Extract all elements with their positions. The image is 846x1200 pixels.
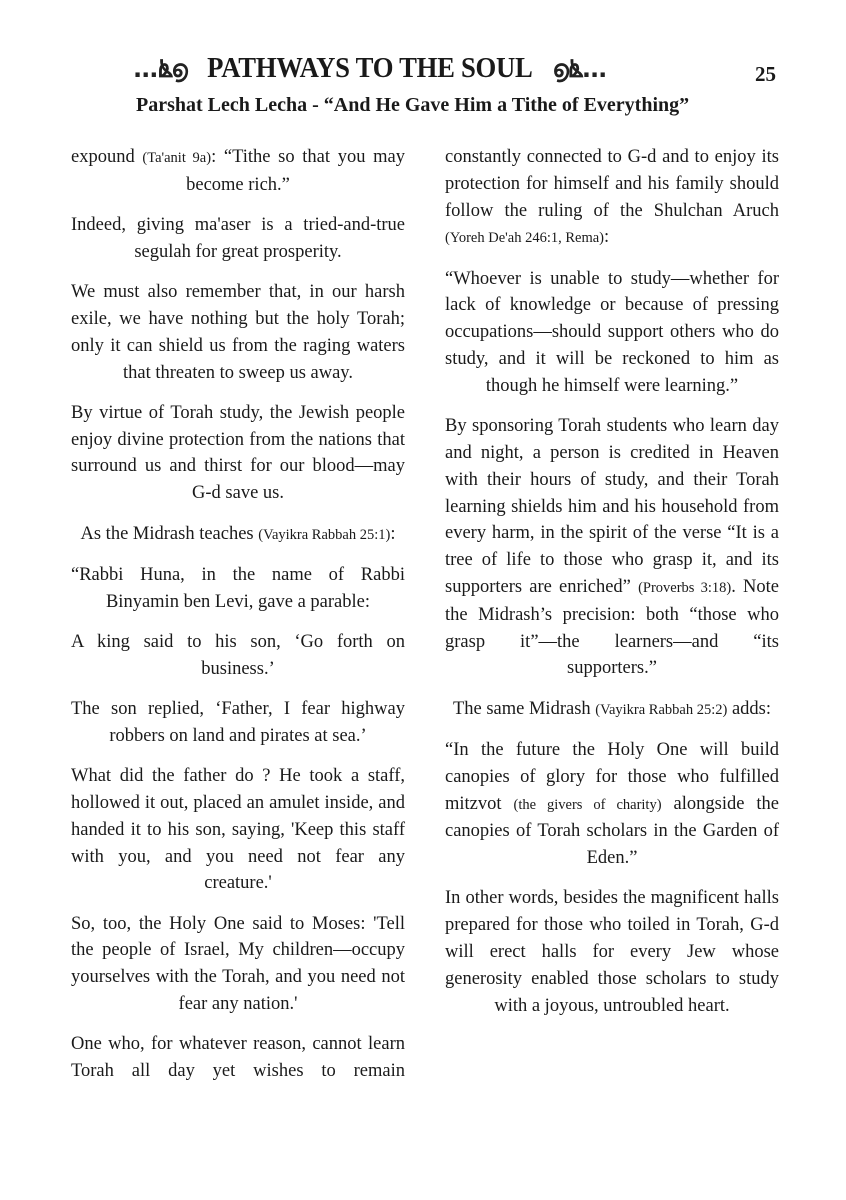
paragraph [445, 696, 779, 724]
paragraph [71, 696, 405, 750]
paragraph-text: We must also remember that, in our harsh exile, we have nothing but the holy Torah; only it can shield us from the raging waters that threaten to sweep us away. [71, 282, 405, 383]
running-title [133, 52, 606, 85]
paragraph [445, 885, 779, 1019]
paragraph-text: By virtue of Torah study, the Jewish people enjoy divine protection from the nations that surround us and thirst for our blood—may G-d save us. [71, 402, 405, 504]
paragraph-text: . Note the Midrash’s precision: both “those who grasp it”—the learners—and “its supporters.” [445, 576, 779, 679]
paragraph-text: : “Tithe so that you may become rich.” [186, 147, 405, 195]
chapter-subtitle: Parshat Lech Lecha - “And He Gave Him a Tithe of Everything” [136, 94, 690, 116]
right-column [445, 144, 779, 1033]
paragraph-text: The same Midrash [452, 698, 596, 719]
citation: (Vayikra Rabbah 25:2) [595, 701, 728, 718]
left-ornament-icon: ...ൔ൭ [133, 54, 187, 83]
paragraph [71, 279, 405, 386]
paragraph-text: : [390, 523, 396, 544]
paragraph-text: So, too, the Holy One said to Moses: 'Tell the people of Israel, My children—occupy yourselves with the Torah, and you need not fear any nation.' [71, 913, 405, 1015]
paragraph [71, 562, 405, 616]
citation: (Proverbs 3:18) [638, 579, 732, 596]
right-ornament-icon: ൭ൔ... [552, 54, 607, 83]
paragraph [445, 413, 779, 682]
paragraph-text: By sponsoring Torah students who learn day and night, a person is credited in Heaven with their hours of study, and their Torah learning shields him and his household from every harm, in the spirit of the verse “It is a tree of life to those who grasp it, and its supporters are enriched” [445, 416, 779, 597]
citation: (Ta'anit 9a) [142, 150, 212, 166]
paragraph-text: A king said to his son, ‘Go forth on business.’ [71, 631, 405, 679]
paragraph-text: “In the future the Holy One will build canopies of glory for those who fulfilled mitzvot [445, 739, 779, 814]
paragraph-text: expound [71, 147, 143, 167]
paragraph [71, 521, 405, 549]
paragraph [71, 629, 405, 683]
paragraph-text: One who, for whatever reason, cannot learn Torah all day yet wishes to remain [71, 1034, 405, 1082]
paragraph-text: constantly connected to G-d and to enjoy its protection for himself and his family should follow the ruling of the Shulchan Aruch [445, 147, 779, 221]
paragraph-text: “Rabbi Huna, in the name of Rabbi Binyamin ben Levi, gave a parable: [71, 564, 405, 612]
page-number: 25 [755, 62, 776, 86]
paragraph-text: The son replied, ‘Father, I fear highway robbers on land and pirates at sea.’ [71, 699, 405, 746]
paragraph [71, 212, 405, 266]
paragraph-text: alongside the canopies of Torah scholars in the Garden of Eden.” [445, 793, 779, 869]
paragraph-text: What did the father do ? He took a staff, hollowed it out, placed an amulet inside, and handed it to his son, saying, 'Keep this staff with you, and you need not fear any creature.' [71, 766, 405, 894]
paragraph-text: : [604, 227, 610, 248]
paragraph [445, 266, 779, 400]
paragraph-text: “Whoever is unable to study—whether for lack of knowledge or because of pressing occupations—should support others who do study, and it will be reckoned to him as though he himself were learning.” [445, 268, 779, 396]
paragraph-text: As the Midrash teaches [80, 523, 259, 544]
paragraph-text: adds: [727, 698, 772, 719]
left-column [71, 144, 405, 1098]
paragraph-text: Indeed, giving ma'aser is a tried-and-true segulah for great prosperity. [71, 215, 405, 262]
paragraph-text: In other words, besides the magnificent halls prepared for those who toiled in Torah, G-d will erect halls for every Jew whose generosity enabled those scholars to study with a joyous, untroubled heart. [445, 888, 779, 1016]
paragraph [445, 737, 779, 872]
paragraph [71, 1031, 405, 1085]
paragraph [71, 763, 405, 897]
paragraph [71, 400, 405, 507]
citation: (the givers of charity) [513, 796, 662, 813]
paragraph [445, 144, 779, 252]
paragraph [71, 911, 405, 1018]
book-title: PATHWAYS TO THE SOUL [206, 52, 533, 84]
citation: (Yoreh De'ah 246:1, Rema) [445, 230, 604, 247]
citation: (Vayikra Rabbah 25:1) [258, 526, 391, 543]
paragraph [71, 144, 405, 199]
